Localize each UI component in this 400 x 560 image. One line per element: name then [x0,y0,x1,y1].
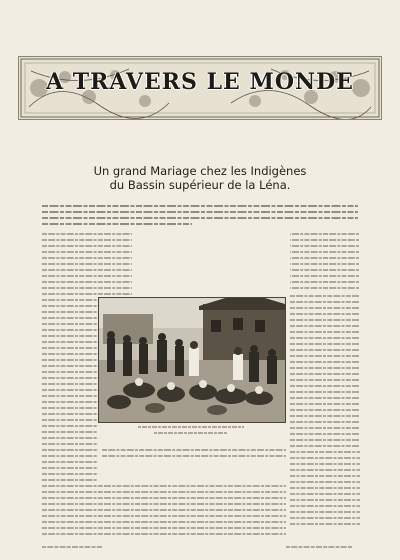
masthead-title: A TRAVERS LE MONDE [46,69,354,95]
intro-paragraph [42,203,358,225]
page-footer [42,543,358,551]
body-column-right [290,232,370,532]
photo-caption [98,424,284,436]
wedding-photograph [98,297,286,423]
article-title-line-2: du Bassin supérieur de la Léna. [109,178,291,192]
masthead-banner [18,56,382,120]
article-title-line-1: Un grand Mariage chez les Indigènes [93,164,307,178]
